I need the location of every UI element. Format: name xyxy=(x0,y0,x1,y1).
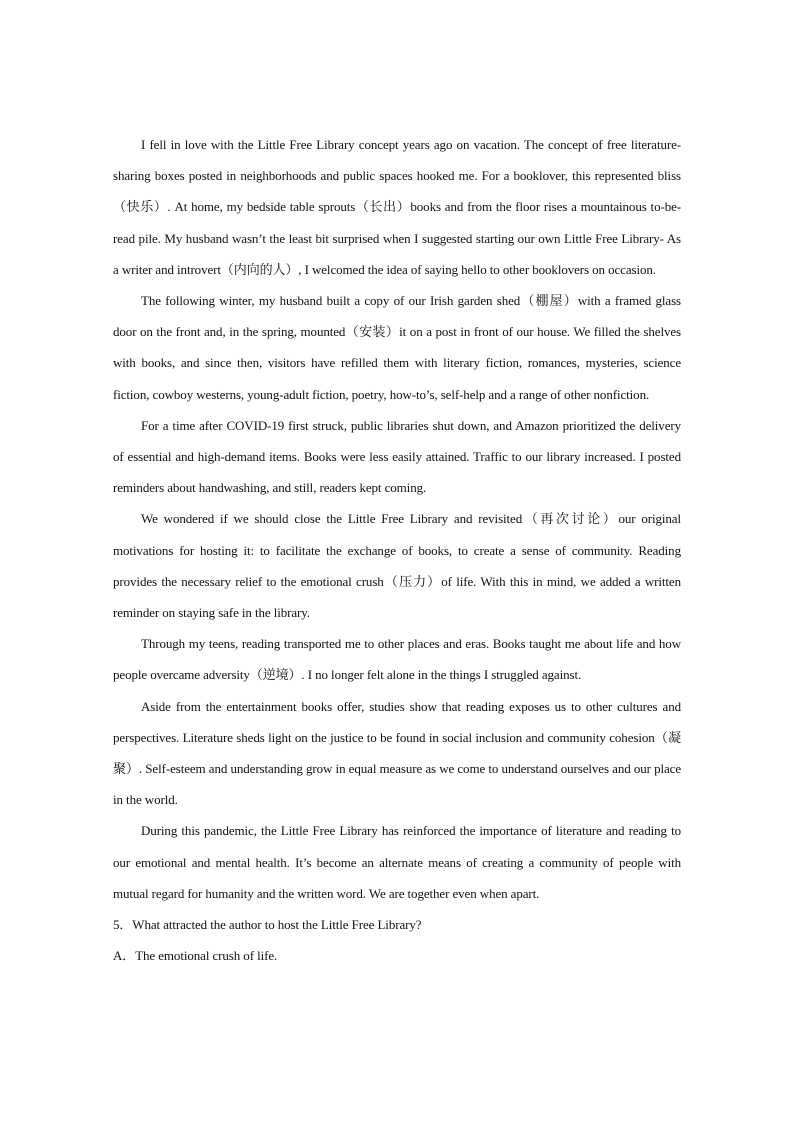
paragraph-5: Through my teens, reading transported me to other places and eras. Books taught me about life and how people overcame adversity（逆境）. I no longer felt alone in the things I struggled against. xyxy=(113,636,681,683)
option-a: A．The emotional crush of life. xyxy=(113,948,278,964)
passage xyxy=(113,129,681,909)
question-block xyxy=(113,909,681,971)
paragraph-7: During this pandemic, the Little Free Library has reinforced the importance of literature and reading to our emotional and mental health. It’s become an alternate means of creating a community of people with mutual regard for humanity and the written word. We are together even when apart. xyxy=(113,823,681,901)
paragraph-3: For a time after COVID-19 first struck, public libraries shut down, and Amazon prioritized the delivery of essential and high-demand items. Books were less easily attained. Traffic to our library increased. I posted reminders about handwashing, and still, readers kept coming. xyxy=(113,417,681,496)
question-text: 5．What attracted the author to host the Little Free Library? xyxy=(113,917,422,933)
paragraph-4: We wondered if we should close the Little Free Library and revisited（再次讨论）our original motivations for hosting it: to facilitate the exchange of books, to create a sense of community. Reading provides the necessary relief to the emotional crush（压力）of life. With this in mind, we added a written reminder on staying safe in the library. xyxy=(113,511,681,621)
paragraph-6: Aside from the entertainment books offer, studies show that reading exposes us to other cultures and perspectives. Literature sheds light on the justice to be found in social inclusion and community cohesion（凝聚）. Self-esteem and understanding grow in equal measure as we come to understand ourselves and our place in the world. xyxy=(113,698,681,808)
document-page xyxy=(113,129,681,971)
paragraph-1: I fell in love with the Little Free Library concept years ago on vacation. The concept of free literature-sharing boxes posted in neighborhoods and public spaces hooked me. For a booklover, this represented bliss（快乐）. At home, my bedside table sprouts（长出）books and from the floor rises a mountainous to-be-read pile. My husband wasn’t the least bit surprised when I suggested starting our own Little Free Library- As a writer and introvert（内向的人）, I welcomed the idea of saying hello to other booklovers on occasion. xyxy=(113,137,681,277)
paragraph-2: The following winter, my husband built a copy of our Irish garden shed（棚屋）with a framed glass door on the front and, in the spring, mounted（安装）it on a post in front of our house. We filled the shelves with books, and since then, visitors have refilled them with literary fiction, romances, mysteries, science fiction, cowboy westerns, young-adult fiction, poetry, how-to’s, self-help and a range of other nonfiction. xyxy=(113,293,681,402)
